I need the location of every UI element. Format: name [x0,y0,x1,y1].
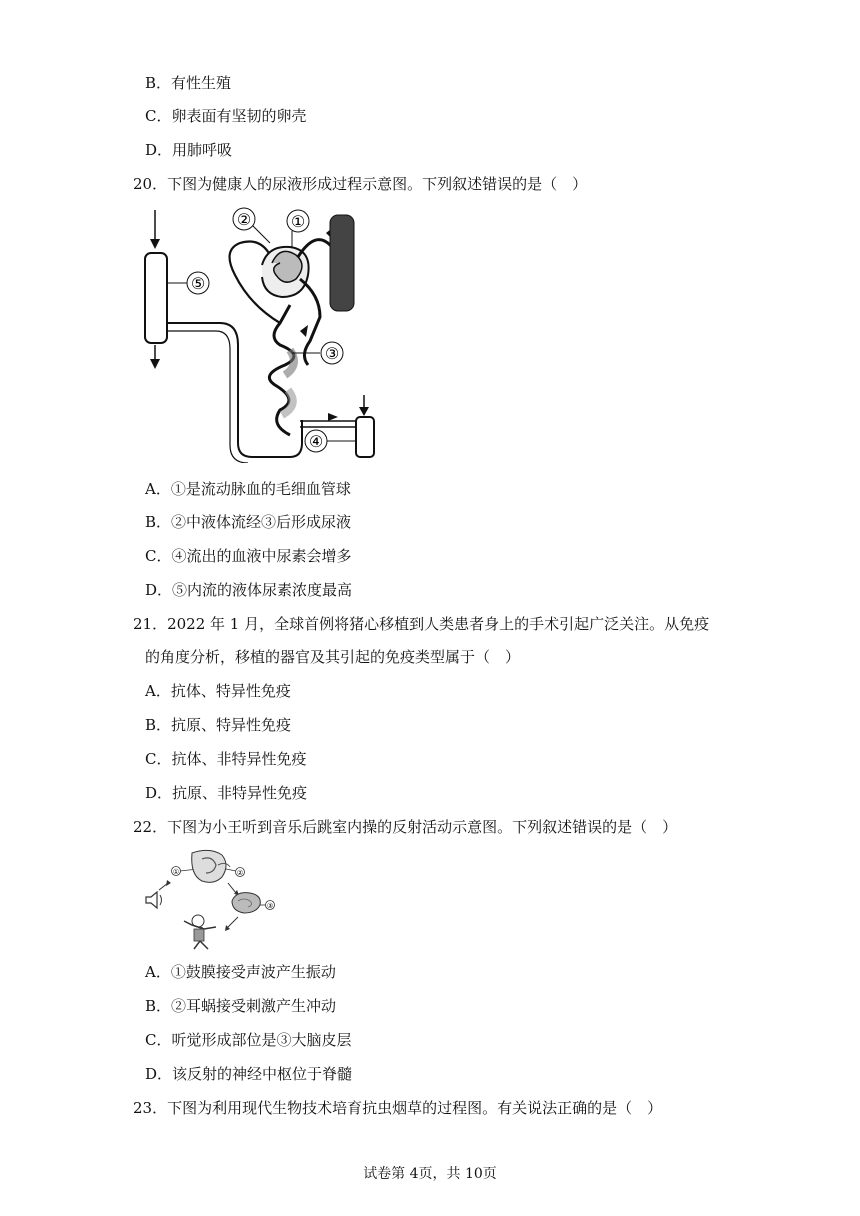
collecting-duct [145,253,167,343]
label-4: ④ [308,432,324,451]
q20-option-c: C．④流出的血液中尿素会增多 [145,547,352,565]
nephron-diagram [140,205,380,463]
q19-option-c: C．卵表面有坚韧的卵壳 [145,107,307,125]
q23-stem: 23．下图为利用现代生物技术培育抗虫烟草的过程图。有关说法正确的是（ ） [133,1099,663,1117]
label-3: ③ [324,344,340,363]
q20-option-d: D．⑤内流的液体尿素浓度最高 [145,581,353,599]
q22-option-b: B．②耳蜗接受刺激产生冲动 [145,997,337,1015]
renal-vein [356,417,374,457]
q21-option-c: C．抗体、非特异性免疫 [145,750,307,768]
q22-option-d: D．该反射的神经中枢位于脊髓 [145,1065,353,1083]
q21-stem-line2: 的角度分析，移植的器官及其引起的免疫类型属于（ ） [145,648,521,666]
label-5: ⑤ [190,274,206,293]
q21-option-a: A．抗体、特异性免疫 [145,682,291,700]
q21-option-b: B．抗原、特异性免疫 [145,716,292,734]
q22-option-c: C．听觉形成部位是③大脑皮层 [145,1031,352,1049]
speaker-icon [146,892,157,908]
page-footer: 试卷第 4页，共 10页 [363,1166,497,1182]
label-2: ② [236,210,252,229]
arrow-vessel [300,325,308,337]
q21-option-d: D．抗原、非特异性免疫 [145,784,308,802]
q20-option-a: A．①是流动脉血的毛细血管球 [145,480,351,498]
ear-label-2: ② [236,869,244,877]
q22-stem: 22．下图为小王听到音乐后跳室内操的反射活动示意图。下列叙述错误的是（ ） [133,818,678,836]
q20-option-b: B．②中液体流经③后形成尿液 [145,513,352,531]
q22-option-a: A．①鼓膜接受声波产生振动 [145,963,336,981]
q20-stem: 20．下图为健康人的尿液形成过程示意图。下列叙述错误的是（ ） [133,175,588,193]
renal-blood-vessel [330,215,354,311]
label-1: ① [290,212,306,231]
q21-stem-line1: 21．2022 年 1 月，全球首例将猪心移植到人类患者身上的手术引起广泛关注。从免疫 [133,615,710,633]
ear-label-1: ① [172,868,180,876]
q19-option-d: D．用肺呼吸 [145,141,233,159]
brain-label-3: ③ [266,902,274,910]
brain-icon [232,893,260,913]
q19-option-b: B．有性生殖 [145,74,232,92]
ear-icon [192,850,226,882]
reflex-diagram [140,845,275,950]
